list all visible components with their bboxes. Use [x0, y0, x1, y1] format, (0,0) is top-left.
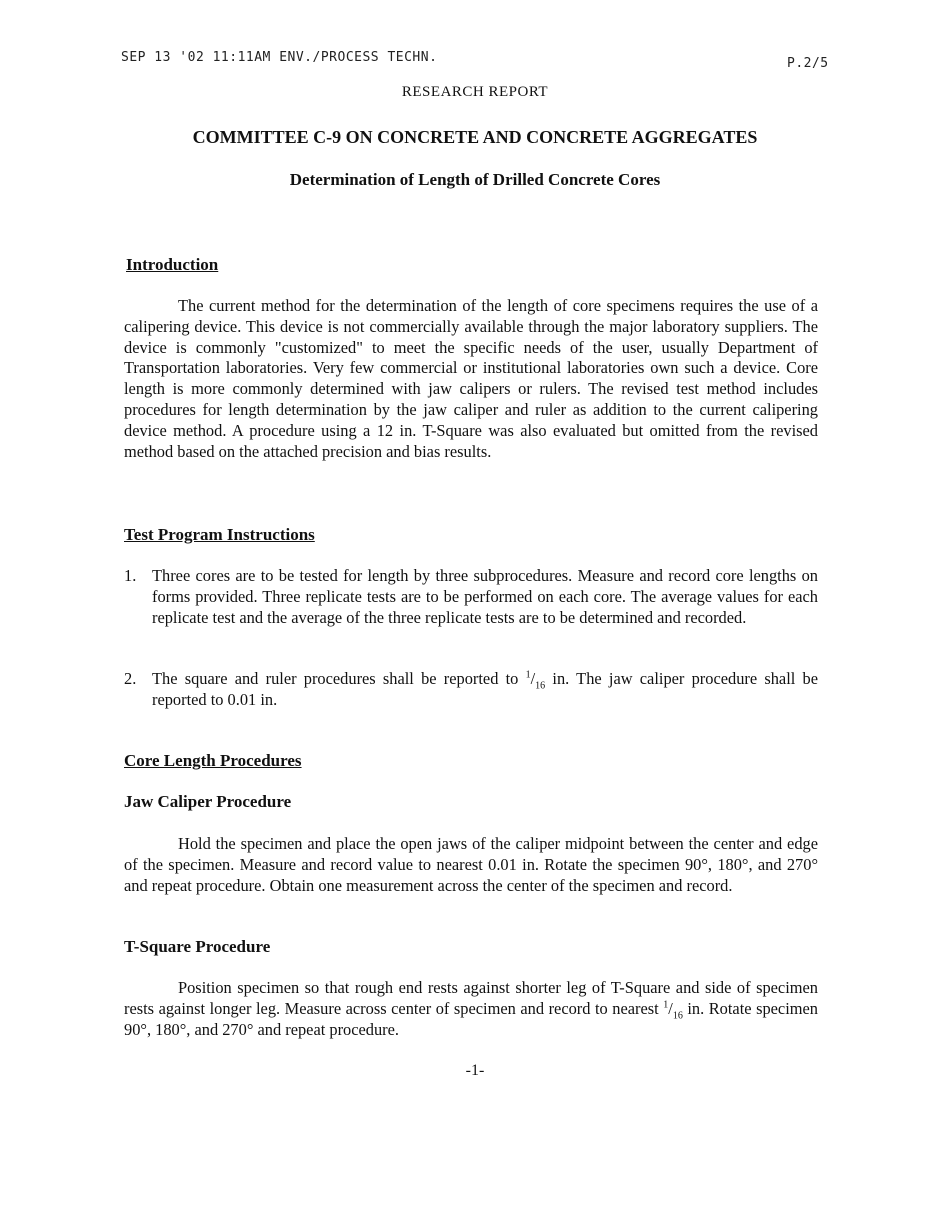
jaw-caliper-heading: Jaw Caliper Procedure [124, 792, 292, 811]
fraction-denominator: 16 [535, 680, 546, 692]
fax-header-page: P.2/5 [787, 56, 829, 71]
list-item-text-end: in. The jaw caliper procedure shall be reported to 0.01 in. [152, 669, 818, 709]
test-program-heading: Test Program Instructions [124, 525, 315, 544]
fraction-numerator: 1 [663, 999, 669, 1011]
list-item [124, 566, 818, 628]
page-number: -1- [465, 1062, 485, 1079]
fax-header-left: SEP 13 '02 11:11AM ENV./PROCESS TECHN. [121, 50, 438, 65]
list-item [124, 669, 818, 711]
introduction-paragraph: The current method for the determination of the length of core specimens requires the use of a calipering device. This device is not commercially available through the major laboratory suppliers. The device is commonly "customized" to meet the specific needs of the user, usually Department of Transportation laboratories. Very few commercial or institutional laboratories own such a device. Core length is more commonly determined with jaw calipers or rulers. The revised test method includes procedures for length determination by the jaw caliper and ruler as addition to the current calipering device method. A procedure using a 12 in. T-Square was also evaluated but omitted from the revised method based on the attached precision and bias results. [124, 296, 818, 461]
t-square-text-start: Position specimen so that rough end rests against shorter leg of T-Square and side of specimen rests against longer leg. Measure across center of specimen and record to nearest [124, 978, 818, 1018]
jaw-caliper-paragraph: Hold the specimen and place the open jaws of the caliper midpoint between the center and edge of the specimen. Measure and record value to nearest 0.01 in. Rotate the specimen 90°, 180°, and 270° and repeat procedure. Obtain one measurement across the center of the specimen and record. [124, 834, 818, 895]
list-item-text: The square and ruler procedures shall be reported to $^1/_{16}$ in. The jaw caliper procedure shall be reported to 0.01 in. [152, 669, 818, 709]
list-item-number: 1. [124, 566, 137, 585]
document-title: COMMITTEE C-9 ON CONCRETE AND CONCRETE AGGREGATES [192, 127, 758, 147]
list-item-text: Three cores are to be tested for length by three subprocedures. Measure and record core lengths on forms provided. Three replicate tests are to be performed on each core. The average values for each replicate test and the average of the three replicate tests are to be determined and recorded. [152, 566, 818, 627]
document-subtitle: Determination of Length of Drilled Concrete Cores [289, 170, 661, 189]
list-item-text-start: The square and ruler procedures shall be reported to [152, 669, 526, 688]
fraction-numerator: 1 [525, 669, 531, 681]
core-length-heading: Core Length Procedures [124, 751, 302, 770]
fraction-denominator: 16 [672, 1010, 683, 1022]
t-square-paragraph: Position specimen so that rough end rests against shorter leg of T-Square and side of specimen rests against longer leg. Measure across center of specimen and record to nearest $^1/_{16}$ in. Rotate specimen 90°, 180°, and 270° and repeat procedure. [124, 978, 818, 1039]
introduction-heading: Introduction [126, 255, 219, 274]
list-item-number: 2. [124, 669, 137, 688]
report-label: RESEARCH REPORT [401, 84, 549, 100]
t-square-heading: T-Square Procedure [124, 937, 271, 956]
t-square-text-end: in. Rotate specimen 90°, 180°, and 270° and repeat procedure. [124, 998, 818, 1039]
